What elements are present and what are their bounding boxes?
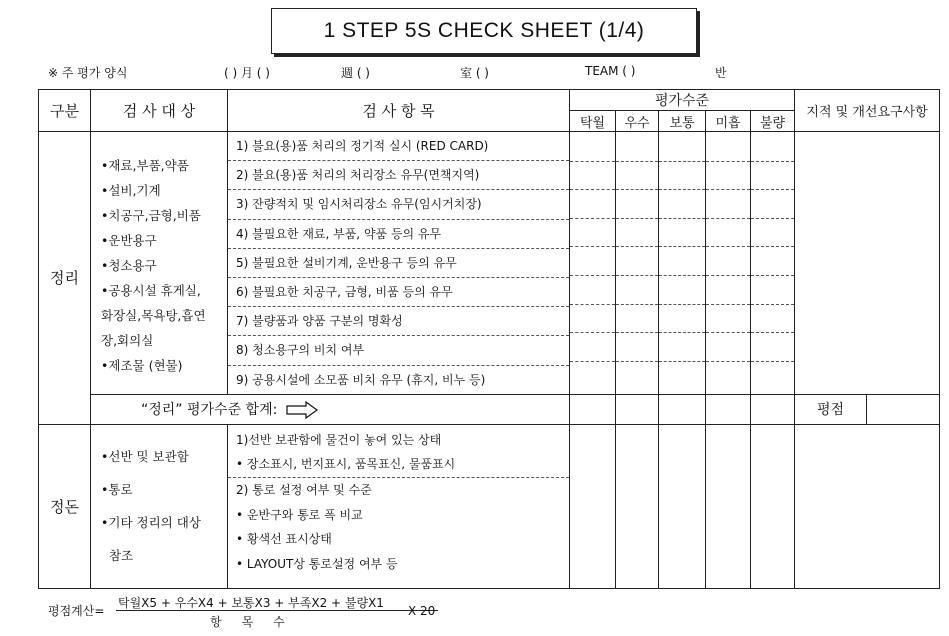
section1-item: 4) 불필요한 재료, 부품, 약품 등의 유무: [228, 220, 569, 249]
section1-target: 화장실,목욕탕,흡연: [101, 308, 206, 324]
level-excellent: 탁월: [570, 111, 616, 132]
row-guide: [570, 218, 615, 219]
section2-target: •선반 및 보관함: [101, 449, 189, 465]
row-guide: [706, 218, 750, 219]
row-guide: [706, 189, 750, 190]
section2-target: 참조: [109, 548, 134, 564]
row-guide: [706, 275, 750, 276]
team-field: TEAM ( ): [585, 64, 636, 78]
row-guide: [706, 161, 750, 162]
section2-items: [228, 424, 570, 588]
row-guide: [616, 161, 658, 162]
section1-item: 7) 불량품과 양품 구분의 명확성: [228, 307, 569, 336]
formula-denominator: 항목수: [210, 615, 305, 629]
level-bad: 불량: [751, 111, 795, 132]
row-guide: [751, 218, 794, 219]
eval-cell-poor[interactable]: [706, 132, 751, 395]
arrow-right-icon: [286, 401, 318, 419]
row-guide: [570, 275, 615, 276]
eval2-cell-average[interactable]: [659, 424, 706, 588]
section1-item: 5) 불필요한 설비기계, 운반용구 등의 유무: [228, 249, 569, 278]
row-guide: [570, 361, 615, 362]
formula-label: 평점계산=: [48, 604, 105, 618]
section2-targets: [91, 424, 228, 588]
section2-item: 2) 통로 설정 여부 및 수준: [236, 483, 372, 498]
week-field: 週 ( ): [341, 66, 370, 80]
sum-cell-average[interactable]: [659, 394, 706, 424]
room-field: 室 ( ): [460, 66, 489, 80]
ban-label: 반: [715, 66, 727, 80]
section1-target: •설비,기계: [101, 183, 161, 199]
eval-cell-bad[interactable]: [751, 132, 795, 395]
eval-cell-good[interactable]: [616, 132, 659, 395]
row-guide: [570, 189, 615, 190]
eval-form-label: ※ 주 평가 양식: [48, 66, 128, 80]
eval2-cell-excellent[interactable]: [570, 424, 616, 588]
eval-cell-excellent[interactable]: [570, 132, 616, 395]
check-table: [38, 89, 940, 589]
section2-target: •통로: [101, 482, 133, 498]
row-guide: [706, 332, 750, 333]
section2-item: • 황색선 표시상태: [236, 532, 332, 547]
row-guide: [706, 361, 750, 362]
row-guide: [616, 332, 658, 333]
row-guide: [659, 332, 705, 333]
row-guide: [659, 218, 705, 219]
section1-item: 3) 잔량적치 및 임시처리장소 유무(임시거치장): [228, 190, 569, 219]
row-guide: [616, 304, 658, 305]
sum-cell-excellent[interactable]: [570, 394, 616, 424]
row-guide: [659, 246, 705, 247]
row-guide: [570, 246, 615, 247]
row-guide: [706, 304, 750, 305]
sheet-title: 1 STEP 5S CHECK SHEET (1/4): [271, 8, 697, 54]
section1-target: •운반용구: [101, 233, 157, 249]
row-guide: [616, 246, 658, 247]
level-average: 보통: [659, 111, 706, 132]
section1-item: 8) 청소용구의 비치 여부: [228, 336, 569, 365]
row-guide: [616, 189, 658, 190]
section1-item: 2) 불요(용)품 처리의 처리장소 유무(면책지역): [228, 161, 569, 190]
fraction-bar: [116, 610, 438, 611]
section1-sum-row: [91, 394, 570, 424]
section2-item: • 운반구와 통로 폭 비교: [236, 507, 363, 522]
row-guide: [659, 275, 705, 276]
score-label: 평점: [795, 394, 867, 424]
row-guide: [751, 275, 794, 276]
section1-sum-label: “정리” 평가수준 합계:: [141, 402, 278, 419]
row-guide: [751, 246, 794, 247]
header-eval-level: 평가수준: [570, 90, 795, 111]
formula-numerator: 탁월X5 + 우수X4 + 보통X3 + 부족X2 + 불량X1: [118, 596, 384, 610]
row-guide: [751, 304, 794, 305]
section1-target: •청소용구: [101, 258, 157, 274]
section2-item: 1)선반 보관함에 물건이 놓여 있는 상태: [236, 432, 442, 447]
sum-cell-poor[interactable]: [706, 394, 751, 424]
section2-item: • 장소표시, 번지표시, 품목표신, 물품표시: [228, 452, 569, 478]
section1-target: 장,회의실: [101, 333, 154, 349]
eval2-cell-poor[interactable]: [706, 424, 751, 588]
section1-item: 1) 불요(용)품 처리의 정기적 실시 (RED CARD): [228, 132, 569, 161]
eval-cell-average[interactable]: [659, 132, 706, 395]
level-poor: 미흡: [706, 111, 751, 132]
row-guide: [659, 361, 705, 362]
row-guide: [570, 332, 615, 333]
section2-remarks-cell[interactable]: [795, 424, 940, 588]
section1-category: 정리: [39, 132, 91, 425]
sum-cell-bad[interactable]: [751, 394, 795, 424]
section2-item: • LAYOUT상 통로설정 여부 등: [236, 557, 398, 572]
row-guide: [570, 161, 615, 162]
section2-target: •기타 정리의 대상: [101, 515, 201, 531]
level-good: 우수: [616, 111, 659, 132]
month-field: ( ) 月 ( ): [224, 66, 270, 80]
formula-multiplier: X 20: [408, 604, 436, 618]
section1-target: •치공구,금형,비품: [101, 208, 201, 224]
form-line: [48, 64, 928, 82]
section1-item: 9) 공용시설에 소모품 비치 유무 (휴지, 비누 등): [236, 372, 486, 387]
row-guide: [659, 161, 705, 162]
row-guide: [616, 218, 658, 219]
row-guide: [659, 189, 705, 190]
row-guide: [616, 361, 658, 362]
row-guide: [751, 361, 794, 362]
eval2-cell-good[interactable]: [616, 424, 659, 588]
header-category: 구분: [39, 90, 91, 132]
row-guide: [751, 332, 794, 333]
section1-target: •제조물 (현물): [101, 358, 183, 374]
row-guide: [570, 304, 615, 305]
section1-remarks-cell[interactable]: [795, 132, 940, 395]
row-guide: [659, 304, 705, 305]
section1-item: 6) 불필요한 치공구, 금형, 비품 등의 유무: [228, 278, 569, 307]
section1-items: [228, 132, 570, 395]
section1-target: •공용시설 휴게실,: [101, 283, 201, 299]
eval2-cell-bad[interactable]: [751, 424, 795, 588]
score-value-cell[interactable]: [867, 394, 940, 424]
row-guide: [616, 275, 658, 276]
row-guide: [751, 189, 794, 190]
header-remarks: 지적 및 개선요구사항: [795, 90, 940, 132]
sum-cell-good[interactable]: [616, 394, 659, 424]
header-items: 검 사 항 목: [228, 90, 570, 132]
row-guide: [751, 161, 794, 162]
row-guide: [706, 246, 750, 247]
section2-category: 정돈: [39, 424, 91, 588]
section1-target: •재료,부품,약품: [101, 158, 189, 174]
header-target: 검 사 대 상: [91, 90, 228, 132]
section1-targets: [91, 132, 228, 395]
